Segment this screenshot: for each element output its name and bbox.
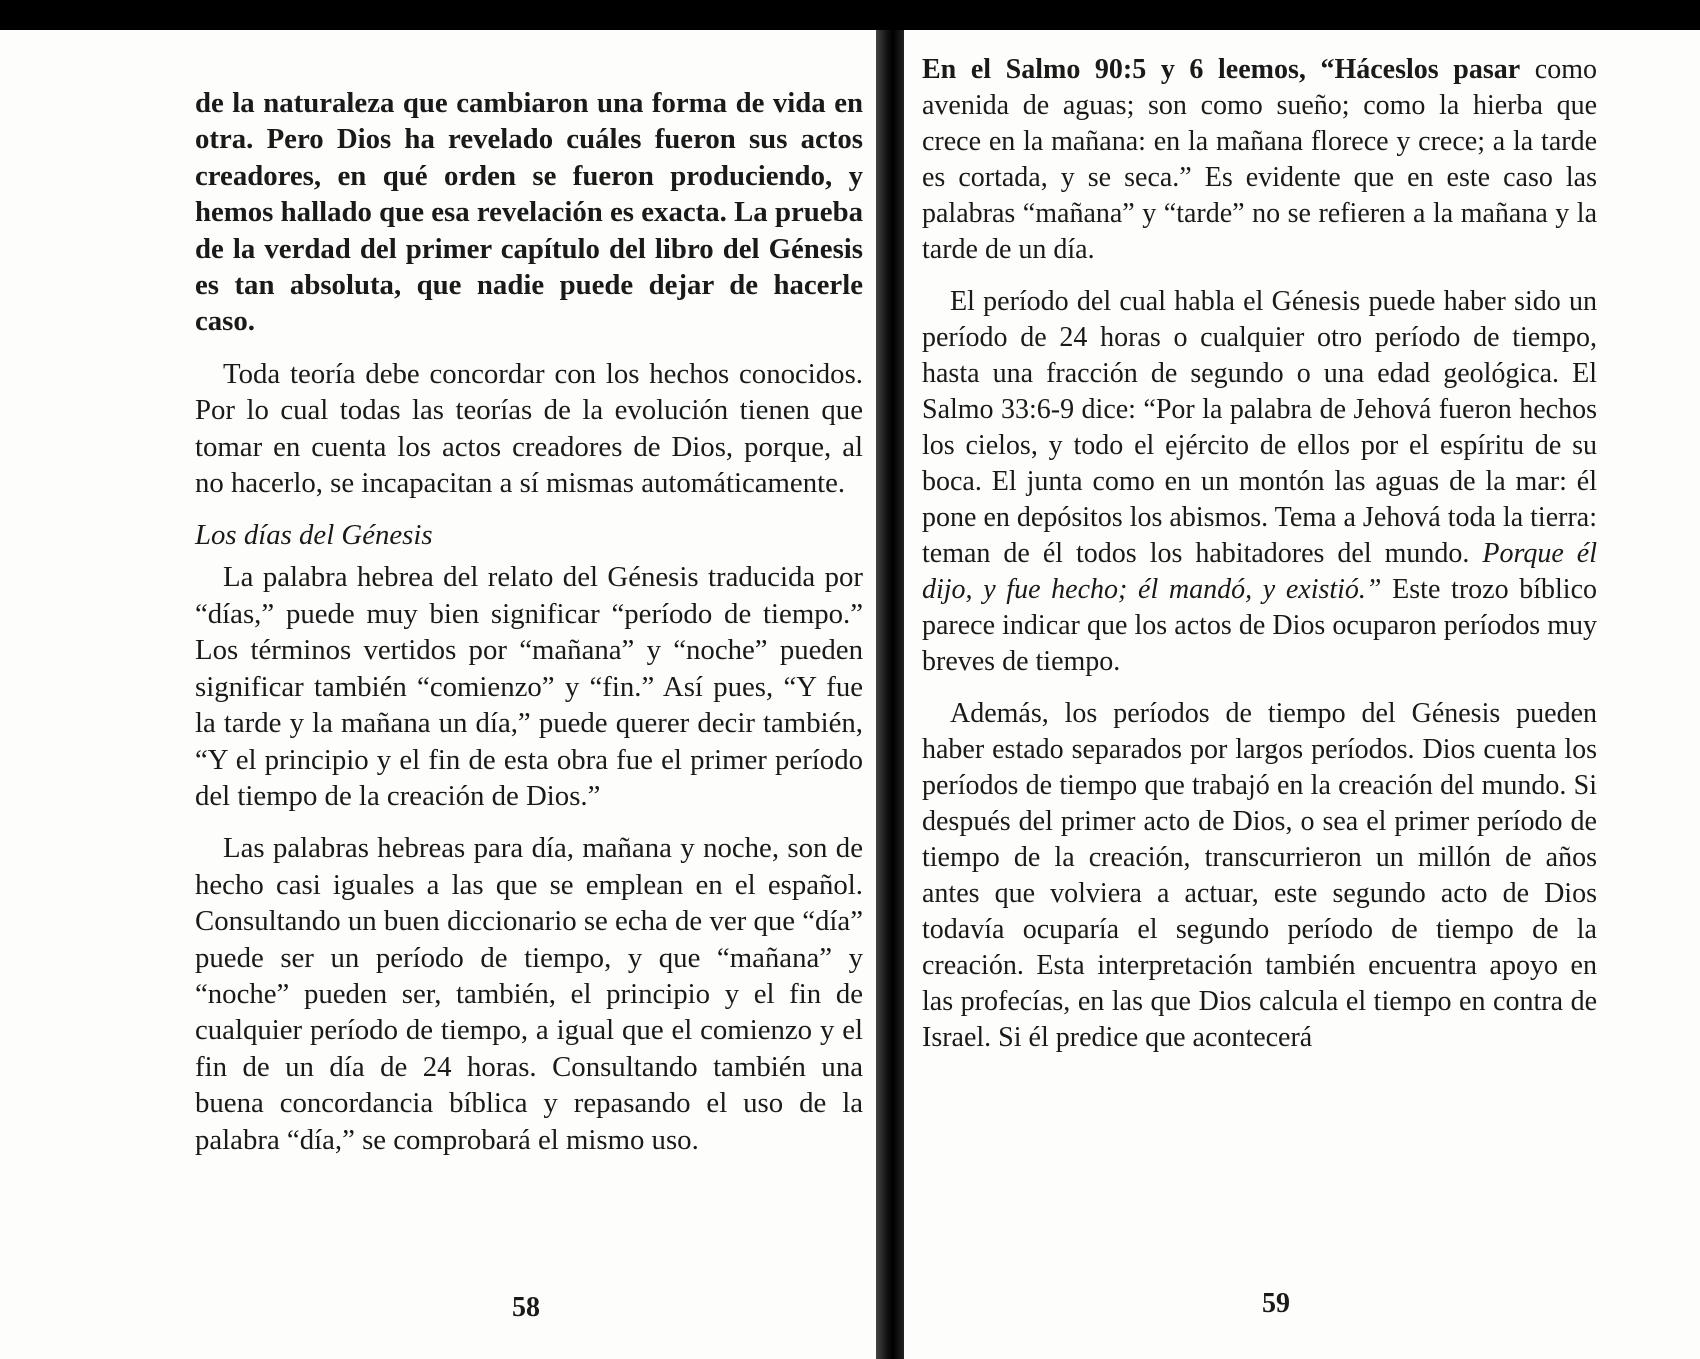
left-paragraph-3: La palabra hebrea del relato del Génesis traducida por “días,” puede muy bien significar “período de tiempo.” Los términos vertidos por “mañana” y “noche” pueden significar también “comienzo” y “fin.” Así pues, “Y fue la tarde y la mañana un día,” puede querer decir también, “Y el principio y el fin de esta obra fue el primer período del tiempo de la creación de Dios.” [195, 561, 863, 812]
right-text-column [922, 52, 1597, 1056]
right-paragraph-2 [922, 284, 1597, 680]
left-text-column [195, 85, 863, 1158]
right-paragraph-1-rest: como avenida de aguas; son como sueño; como la hierba que crece en la mañana: en la mañana florece y crece; a la tarde es cortada, y se seca.” Es evidente que en este caso las palabras “mañana” y “tarde” no se refieren a la mañana y la tarde de un día. [922, 54, 1597, 265]
psalm-italic-quote: Porque él dijo, y fue hecho; él mandó, y existió.” [922, 538, 1597, 605]
left-page [0, 30, 876, 1359]
left-paragraph-2: Toda teoría debe concordar con los hechos conocidos. Por lo cual todas las teorías de la evolución tienen que tomar en cuenta los actos creadores de Dios, porque, al no hacerlo, se incapacitan a sí mismas automáticamente. [195, 357, 863, 500]
left-paragraph-1: de la naturaleza que cambiaron una forma de vida en otra. Pero Dios ha revelado cuáles fueron sus actos creadores, en qué orden se fueron produciendo, y hemos hallado que esa revelación es exacta. La prueba de la verdad del primer capítulo del libro del Génesis es tan absoluta, que nadie puede dejar de hacerle caso. [195, 87, 863, 338]
right-paragraph-2-text: El período del cual habla el Génesis puede haber sido un período de 24 horas o cualquier otro período de tiempo, hasta una fracción de segundo o una edad geológica. El Salmo 33:6-9 dice: “Por la palabra de Jehová fueron hechos los cielos, y todo el ejército de ellos por el espíritu de su boca. El junta como en un montón las aguas de la mar: él pone en depósitos los abismos. Tema a Jehová toda la tierra: teman de él todos los habitadores del mundo. [922, 286, 1597, 569]
page-number-left: 58 [512, 1292, 540, 1323]
right-paragraph-2-end: Este trozo bíblico parece indicar que los actos de Dios ocuparon períodos muy breves de tiempo. [922, 574, 1597, 677]
section-heading: Los días del Génesis [195, 519, 433, 552]
right-paragraph-1-lead: En el Salmo 90:5 y 6 leemos, “Háceslos pasar [922, 54, 1521, 85]
right-paragraph-3: Además, los períodos de tiempo del Génesis pueden haber estado separados por largos períodos. Dios cuenta los períodos de tiempo que trabajó en la creación del mundo. Si después del primer acto de Dios, o sea el primer período de tiempo de la creación, transcurrieron un millón de años antes que volviera a actuar, este segundo acto de Dios todavía ocuparía el segundo período de tiempo de la creación. Esta interpretación también encuentra apoyo en las profecías, en las que Dios calcula el tiempo en contra de Israel. Si él predice que acontecerá [922, 698, 1597, 1053]
right-page [904, 30, 1700, 1359]
left-paragraph-4: Las palabras hebreas para día, mañana y noche, son de hecho casi iguales a las que se emplean en el español. Consultando un buen diccionario se echa de ver que “día” puede ser un período de tiempo, y que “mañana” y “noche” pueden ser, también, el principio y el fin de cualquier período de tiempo, a igual que el comienzo y el fin de un día de 24 horas. Consultando también una buena concordancia bíblica y repasando el uso de la palabra “día,” se comprobará el mismo uso. [195, 832, 863, 1156]
page-number-right: 59 [1262, 1288, 1290, 1319]
right-paragraph-1 [922, 52, 1597, 268]
book-gutter [876, 30, 904, 1359]
